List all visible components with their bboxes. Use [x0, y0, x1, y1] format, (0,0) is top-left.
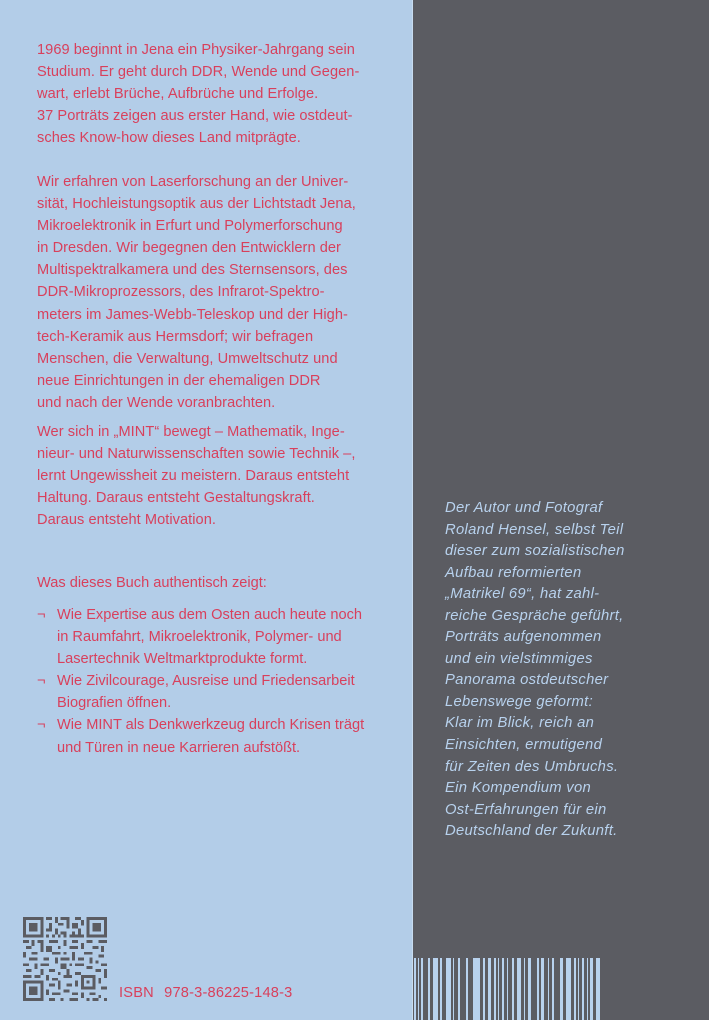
text-line: neue Einrichtungen in der ehemaligen DDR: [37, 372, 321, 389]
text-line: sität, Hochleistungsoptik aus der Lichtstadt Jena,: [37, 196, 356, 213]
isbn-label: ISBN: [119, 985, 154, 1001]
text-line: Mikroelektronik in Erfurt und Polymerforschung: [37, 218, 343, 235]
text-line: in Raumfahrt, Mikroelektronik, Polymer- und: [57, 629, 342, 646]
text-line: 37 Porträts zeigen aus erster Hand, wie ostdeut-: [37, 108, 353, 125]
text-line: wart, erlebt Brüche, Aufbrüche und Erfolge.: [37, 86, 319, 103]
text-line: Lebenswege geformt:: [445, 693, 594, 710]
text-line: Studium. Er geht durch DDR, Wende und Gegen-: [37, 64, 360, 81]
list-item: [37, 714, 364, 758]
text-line: Aufbau reformierten: [445, 564, 582, 581]
text-line: „Matrikel 69“, hat zahl-: [445, 586, 600, 603]
features-list: [37, 604, 364, 759]
list-item: [37, 604, 364, 670]
isbn-number: 978-3-86225-148-3: [164, 985, 293, 1001]
text-line: Ost-Erfahrungen für ein: [445, 801, 607, 818]
blurb-paragraph-2: [37, 171, 409, 414]
blurb-paragraph-3: [37, 421, 409, 531]
panel-divider: [412, 0, 413, 1020]
text-line: Haltung. Daraus entsteht Gestaltungskraft.: [37, 490, 315, 507]
text-line: dieser zum sozialistischen: [445, 543, 625, 560]
text-line: meters im James-Webb-Teleskop und der High-: [37, 306, 348, 323]
text-line: DDR-Mikroprozessors, des Infrarot-Spektro-: [37, 284, 325, 301]
blurb-paragraph-1: [37, 39, 409, 149]
text-line: Wie MINT als Denkwerkzeug durch Krisen trägt: [57, 717, 365, 734]
text-line: Deutschland der Zukunft.: [445, 823, 618, 840]
text-line: nieur- und Naturwissenschaften sowie Technik –,: [37, 446, 356, 463]
list-item: [37, 670, 364, 714]
author-note: [445, 498, 700, 843]
text-line: Multispektralkamera und des Sternsensors, des: [37, 262, 348, 279]
text-line: Wir erfahren von Laserforschung an der Univer-: [37, 174, 349, 190]
text-line: Wie Expertise aus dem Osten auch heute noch: [57, 607, 363, 623]
barcode-icon: [414, 958, 600, 1020]
isbn: [119, 984, 293, 1002]
text-line: sches Know-how dieses Land mitprägte.: [37, 130, 301, 147]
text-line: reiche Gespräche geführt,: [445, 607, 624, 624]
text-line: Der Autor und Fotograf: [445, 500, 603, 516]
text-line: lernt Ungewissheit zu meistern. Daraus entsteht: [37, 468, 350, 485]
text-line: tech-Keramik aus Hermsdorf; wir befragen: [37, 328, 314, 345]
text-line: Porträts aufgenommen: [445, 629, 602, 646]
text-line: 1969 beginnt in Jena ein Physiker-Jahrgang sein: [37, 42, 355, 58]
text-line: in Dresden. Wir begegnen den Entwicklern der: [37, 240, 341, 257]
text-line: Wie Zivilcourage, Ausreise und Friedensarbeit: [57, 673, 355, 690]
text-line: für Zeiten des Umbruchs.: [445, 758, 619, 775]
text-line: Roland Hensel, selbst Teil: [445, 521, 624, 538]
text-line: Biografien öffnen.: [57, 695, 172, 712]
bullet-not-sign-icon: ¬: [37, 607, 46, 623]
text-line: und Türen in neue Karrieren aufstößt.: [57, 739, 301, 756]
text-line: Wer sich in „MINT“ bewegt – Mathematik, Inge-: [37, 424, 345, 440]
bullet-not-sign-icon: ¬: [37, 673, 46, 690]
text-line: Menschen, die Verwaltung, Umweltschutz und: [37, 350, 338, 367]
text-line: Klar im Blick, reich an: [445, 715, 595, 732]
bullet-not-sign-icon: ¬: [37, 717, 46, 734]
qr-code-icon: [23, 917, 107, 1001]
text-line: Panorama ostdeutscher: [445, 672, 609, 689]
text-line: Lasertechnik Weltmarktprodukte formt.: [57, 651, 308, 668]
text-line: und ein vielstimmiges: [445, 650, 593, 667]
text-line: und nach der Wende voranbrachten.: [37, 394, 276, 411]
text-line: Einsichten, ermutigend: [445, 737, 603, 754]
text-line: Daraus entsteht Motivation.: [37, 512, 216, 529]
features-heading: Was dieses Buch authentisch zeigt:: [37, 575, 267, 591]
text-line: Ein Kompendium von: [445, 780, 592, 797]
